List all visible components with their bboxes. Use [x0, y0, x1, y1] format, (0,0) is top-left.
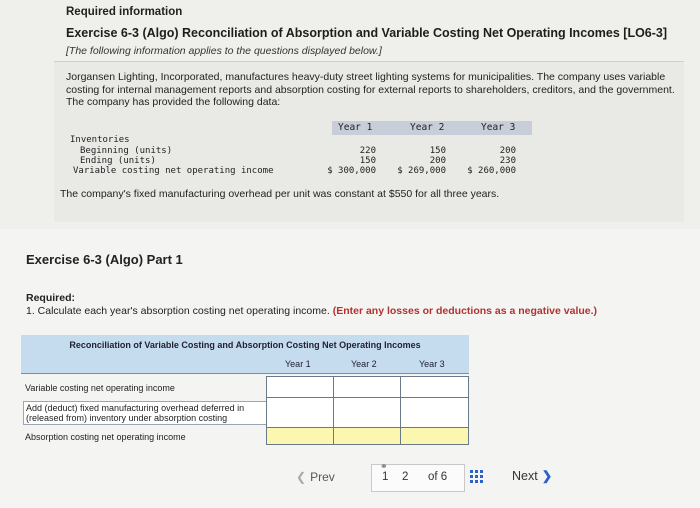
required-text: 1. Calculate each year's absorption costing net operating income. — [26, 305, 330, 317]
inventories-label: Inventories — [70, 135, 130, 145]
beginning-label: Beginning (units) — [80, 146, 173, 156]
beginning-y2: 150 — [429, 146, 446, 156]
vc-income-label: Variable costing net operating income — [73, 166, 274, 176]
beginning-y3: 200 — [499, 146, 516, 156]
reconciliation-table — [21, 335, 469, 445]
intro-text: Jorgansen Lighting, Incorporated, manufactures heavy-duty street lighting systems for municipalities. The company uses variable costing for internal management reports and absorption costing for external reports to shareholders, creditors, and the government. The company has provided the following data: — [66, 71, 675, 108]
page-1-button[interactable]: 1 — [382, 471, 389, 483]
required-instruction — [26, 305, 597, 317]
required-bold-note: (Enter any losses or deductions as a negative value.) — [332, 305, 598, 317]
input-vc-y1[interactable] — [266, 376, 334, 398]
next-label: Next — [512, 469, 538, 483]
input-ac-y1[interactable] — [266, 427, 334, 445]
recon-year-3: Year 3 — [419, 359, 445, 369]
grid-icon[interactable] — [470, 470, 484, 484]
page-2-button[interactable]: 2 — [402, 471, 409, 483]
input-vc-y3[interactable] — [400, 376, 469, 398]
recon-year-1: Year 1 — [285, 359, 311, 369]
row-adjustment-label: Add (deduct) fixed manufacturing overhead deferred in (released from) inventory under absorption costing — [23, 401, 267, 425]
chevron-left-icon: ❮ — [296, 470, 307, 484]
year-1-header: Year 1 — [338, 122, 373, 133]
fixed-overhead-note: The company's fixed manufacturing overhead per unit was constant at $550 for all three years. — [60, 188, 500, 200]
pager — [371, 461, 465, 492]
prev-label: Prev — [310, 470, 335, 484]
input-adj-y2[interactable] — [333, 397, 401, 428]
year-3-header: Year 3 — [481, 122, 516, 133]
row-ac-income-label: Absorption costing net operating income — [25, 432, 186, 442]
ending-y2: 200 — [429, 156, 446, 166]
part-title: Exercise 6-3 (Algo) Part 1 — [26, 252, 183, 267]
input-adj-y1[interactable] — [266, 397, 334, 428]
required-label: Required: — [26, 292, 76, 304]
year-2-header: Year 2 — [410, 122, 445, 133]
navigation-bar — [0, 455, 700, 508]
recon-year-row — [21, 356, 469, 374]
exercise-title: Exercise 6-3 (Algo) Reconciliation of Absorption and Variable Costing Net Operating Incomes [LO6-3] — [66, 26, 668, 40]
vc-income-y3: $ 260,000 — [467, 166, 516, 176]
required-info-heading: Required information — [66, 6, 183, 18]
vc-income-y2: $ 269,000 — [397, 166, 446, 176]
exercise-note: [The following information applies to the questions displayed below.] — [66, 45, 382, 57]
input-ac-y3[interactable] — [400, 427, 469, 445]
prev-button[interactable] — [296, 470, 335, 484]
input-vc-y2[interactable] — [333, 376, 401, 398]
recon-year-2: Year 2 — [351, 359, 377, 369]
page-of-label: of 6 — [428, 471, 448, 483]
link-icon: ⚭ — [380, 461, 388, 471]
ending-y1: 150 — [359, 156, 376, 166]
row-vc-income-label: Variable costing net operating income — [25, 383, 175, 393]
beginning-y1: 220 — [359, 146, 376, 156]
ending-label: Ending (units) — [80, 156, 156, 166]
input-adj-y3[interactable] — [400, 397, 469, 428]
input-ac-y2[interactable] — [333, 427, 401, 445]
vc-income-y1: $ 300,000 — [327, 166, 376, 176]
next-button[interactable] — [512, 468, 552, 483]
recon-title: Reconciliation of Variable Costing and Absorption Costing Net Operating Incomes — [21, 335, 469, 356]
chevron-right-icon: ❯ — [541, 469, 553, 483]
ending-y3: 230 — [499, 156, 516, 166]
